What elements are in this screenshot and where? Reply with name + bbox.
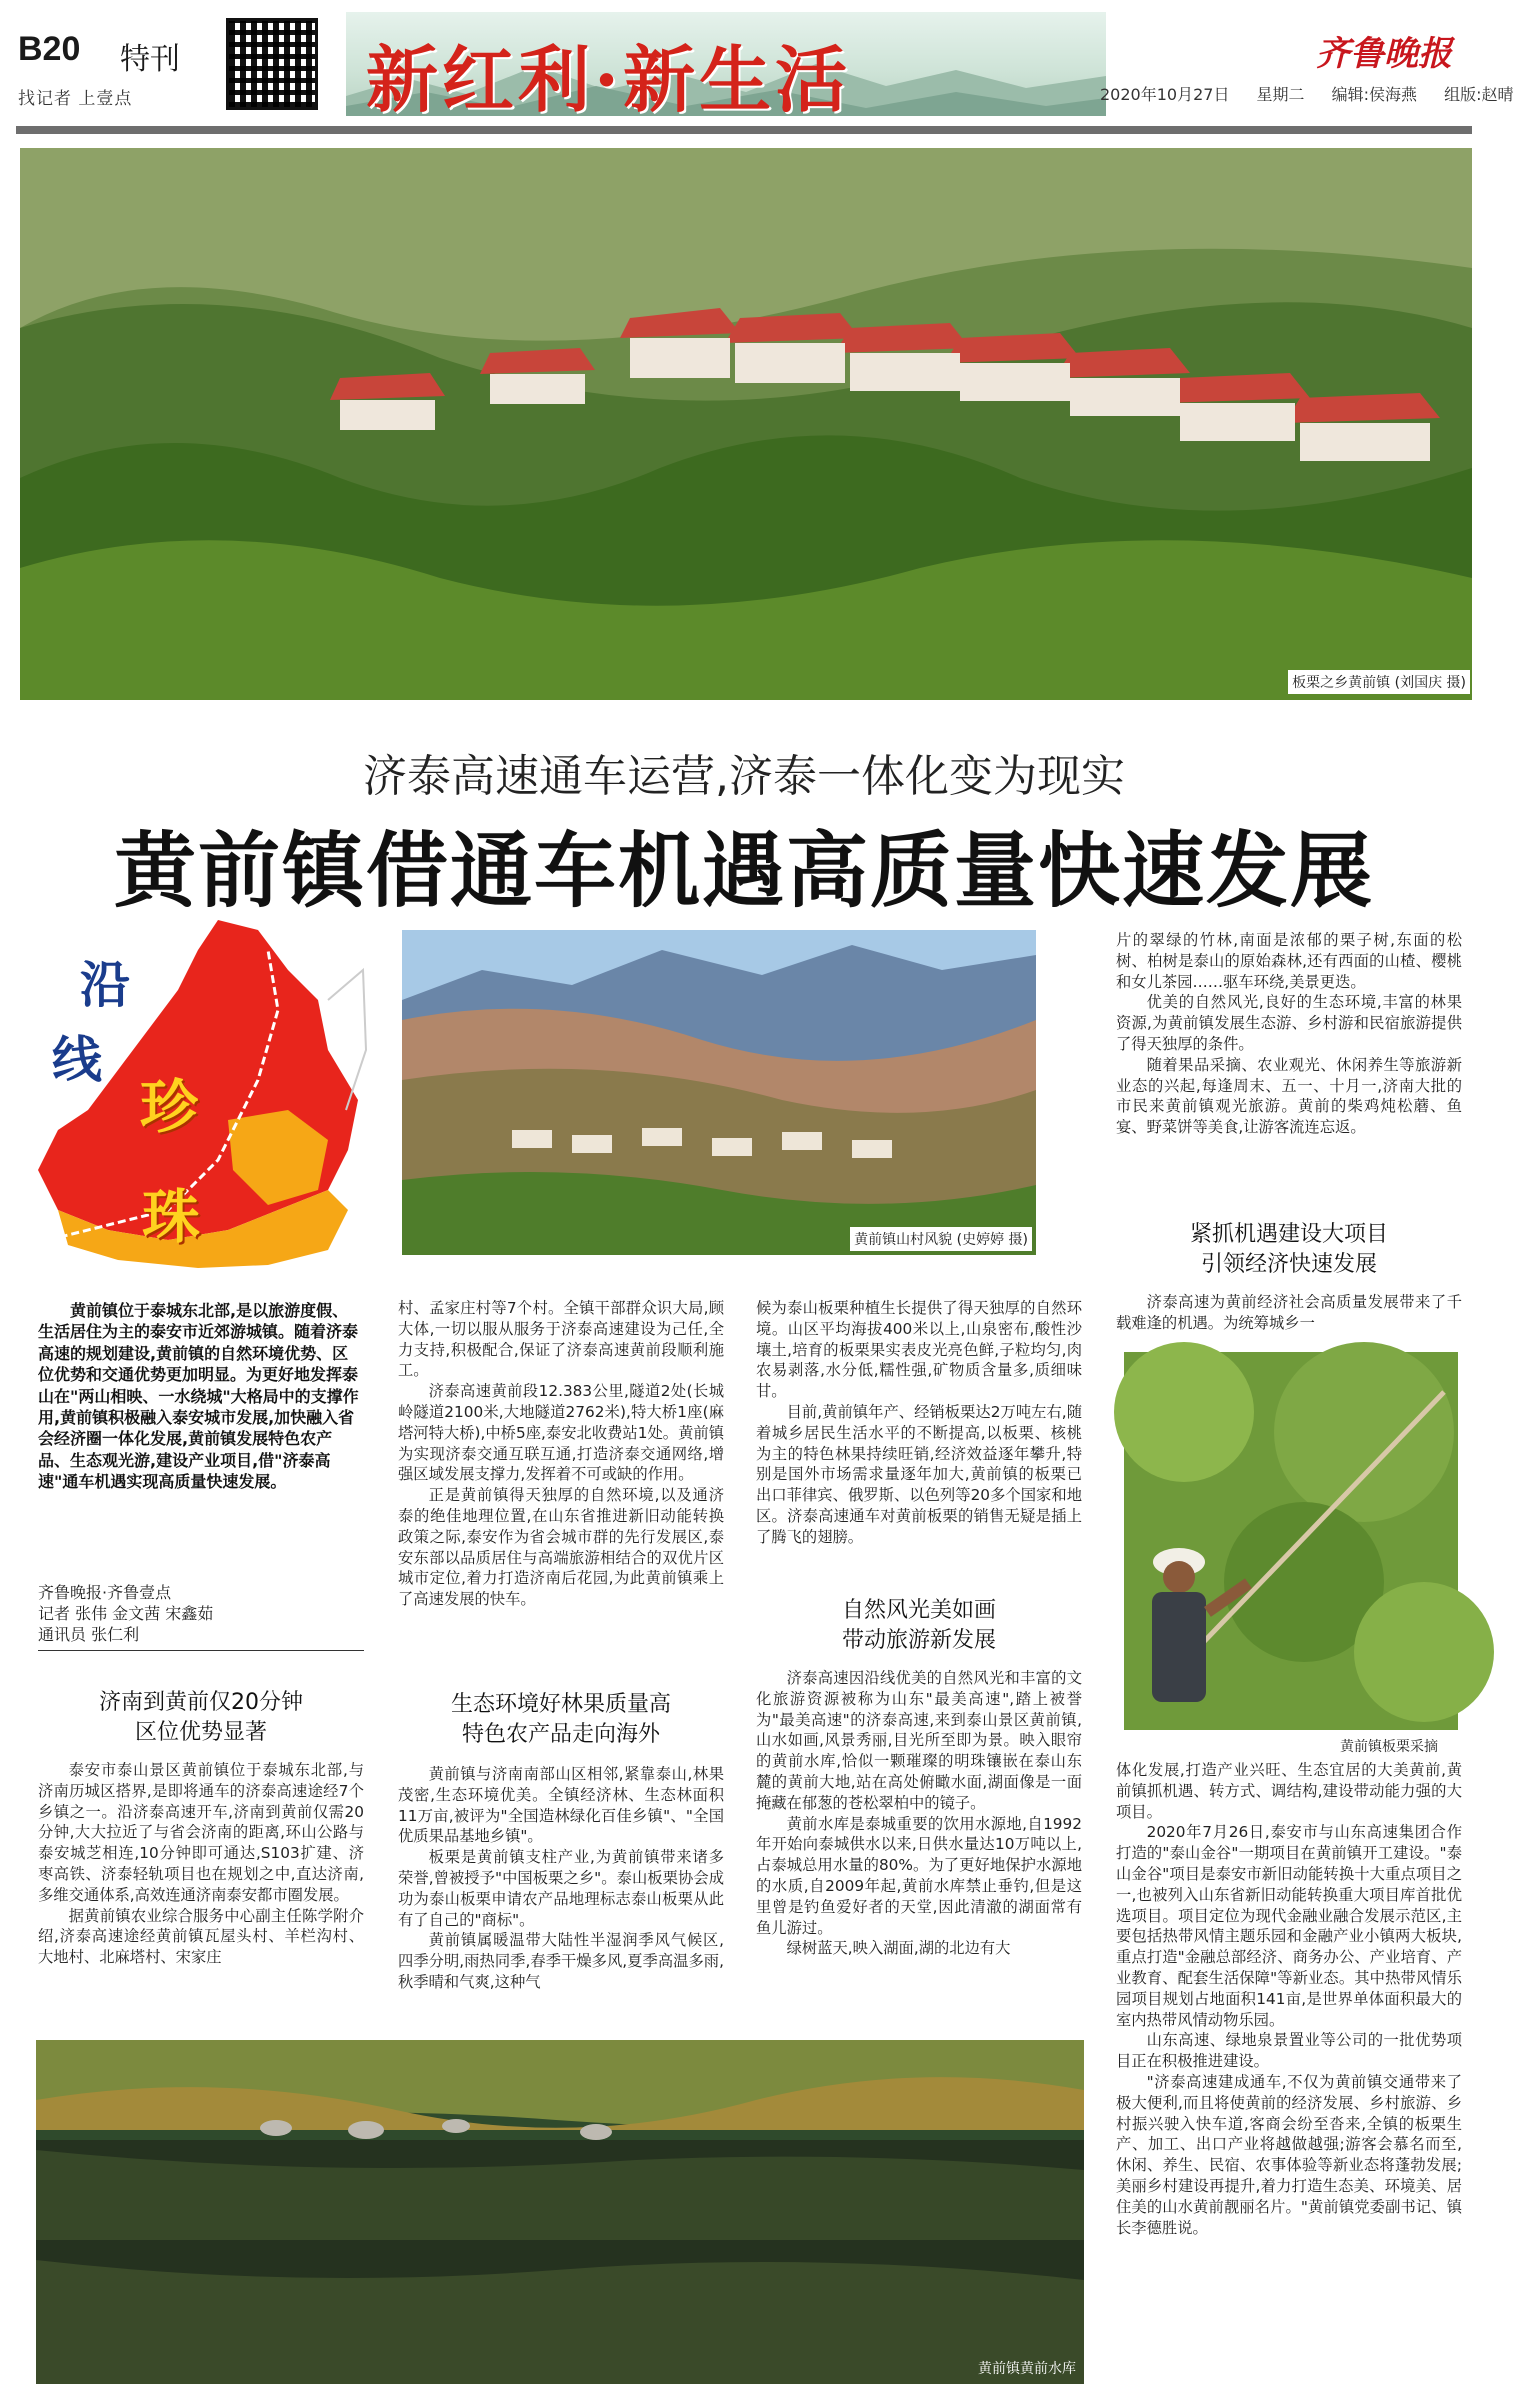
- section-label: 特刊: [120, 42, 180, 77]
- qr-code-icon: [226, 18, 318, 110]
- paragraph: 黄前镇属暖温带大陆性半湿润季风气候区,四季分明,雨热同季,春季干燥多风,夏季高温多雨,秋季晴和气爽,这种气: [398, 1931, 724, 1991]
- map-text-1: 沿: [80, 956, 130, 1014]
- subhead-location-line2: 区位优势显著: [134, 1720, 267, 1745]
- newspaper-masthead: 齐鲁晚报: [1316, 34, 1452, 74]
- column-3-body-b: [756, 1668, 1082, 1959]
- issue-date: 2020年10月27日: [1100, 85, 1230, 104]
- paragraph: 黄前镇与济南南部山区相邻,紧靠泰山,林果茂密,生态环境优美。全镇经济林、生态林面积11万亩,被评为"全国造林绿化百佳乡镇"、"全国优质果品基地乡镇"。: [398, 1765, 724, 1846]
- byline-outlet: 齐鲁晚报·齐鲁壹点: [38, 1583, 172, 1602]
- paragraph: 目前,黄前镇年产、经销板栗达2万吨左右,随着城乡居民生活水平的不断提高,以板栗、核桃为主的特色林果持续旺销,经济效益逐年攀升,特别是国外市场需求量逐年加大,黄前镇的板栗已出口菲律宾、俄罗斯、以色列等20多个国家和地区。济泰高速通车对黄前板栗的销售无疑是插上了腾飞的翅膀。: [756, 1402, 1082, 1546]
- dateline: [1100, 82, 1536, 105]
- subhead-location-line1: 济南到黄前仅20分钟: [99, 1690, 303, 1715]
- paragraph: 2020年7月26日,泰安市与山东高速集团合作打造的"泰山金谷"一期项目在黄前镇开工建设。"泰山金谷"项目是泰安市新旧动能转换十大重点项目之一,也被列入山东省新旧动能转换重大项目库首批优选项目。项目定位为现代金融业融合发展示范区,主要包括热带风情主题乐园和金融产业小镇两大板块,重点打造"金融总部经济、商务办公、产业培育、产业教育、配套生活保障"等新业态。其中热带风情乐园项目规划占地面积141亩,是世界单体面积最大的室内热带风情动物乐园。: [1116, 1823, 1462, 2029]
- subhead-scenery: [756, 1596, 1082, 1656]
- page-number: B20: [18, 30, 81, 68]
- section-slogan: 找记者 上壹点: [18, 89, 133, 109]
- paragraph: 体化发展,打造产业兴旺、生态宜居的大美黄前,黄前镇抓机遇、转方式、调结构,建设带动能力强的大项目。: [1116, 1761, 1462, 1821]
- column-3-body: [756, 1298, 1082, 1548]
- lead-paragraph: 黄前镇位于泰城东北部,是以旅游度假、生活居住为主的泰安市近郊游城镇。随着济泰高速的规划建设,黄前镇的自然环境优势、区位优势和交通优势更加明显。为更好地发挥泰山在"两山相映、一水绕城"大格局中的支撑作用,黄前镇积极融入泰安城市发展,加快融入省会经济圈一体化发展,黄前镇发展特色农产品、生态观光游,建设产业项目,借"济泰高速"通车机遇实现高质量快速发展。: [38, 1301, 359, 1492]
- byline-rule: [38, 1650, 364, 1651]
- map-text-3: 珍: [140, 1073, 199, 1141]
- paragraph: 泰安市泰山景区黄前镇位于泰城东北部,与济南历城区搭界,是即将通车的济泰高速途经7个乡镇之一。沿济泰高速开车,济南到黄前仅需20分钟,大大拉近了与省会济南的距离,环山公路与泰安城芝相连,10分钟即可通达,S103扩建、济枣高铁、济泰轻轨项目也在规划之中,直达济南,多维交通体系,高效连通济南泰安都市圈发展。: [38, 1761, 364, 1904]
- paragraph: 济泰高速为黄前经济社会高质量发展带来了千载难逢的机遇。为统筹城乡一: [1116, 1293, 1462, 1332]
- subhead-location: [38, 1688, 364, 1748]
- village-landscape-image: [20, 148, 1472, 700]
- subhead-scenery-line2: 带动旅游新发展: [841, 1628, 996, 1653]
- paragraph: 济泰高速因沿线优美的自然风光和丰富的文化旅游资源被称为山东"最美高速",踏上被誉为"最美高速"的济泰高速,来到泰山景区黄前镇,山水如画,风景秀丽,目光所至即为景。映入眼帘的黄前水库,恰似一颗璀璨的明珠镶嵌在泰山东麓的黄前大地,站在高处俯瞰水面,湖面像是一面掩藏在郁葱的苍松翠柏中的镜子。: [756, 1669, 1082, 1812]
- byline-reporters: 记者 张伟 金文茜 宋鑫茹: [38, 1604, 214, 1623]
- chestnut-picking-image: [1124, 1352, 1458, 1730]
- paragraph: "济泰高速建成通车,不仅为黄前镇交通带来了极大便利,而且将使黄前的经济发展、乡村旅游、乡村振兴驶入快车道,客商会纷至沓来,全镇的板栗生产、加工、出口产业将越做越强;游客会慕名而至,休闲、养生、民宿、农事体验等新业态将蓬勃发展;美丽乡村建设再提升,着力打造生态美、环境美、居住美的山水黄前靓丽名片。"黄前镇党委副书记、镇长李德胜说。: [1116, 2072, 1462, 2237]
- paragraph: 优美的自然风光,良好的生态环境,丰富的林果资源,为黄前镇发展生态游、乡村游和民宿旅游提供了得天独厚的条件。: [1116, 993, 1462, 1053]
- paragraph: 随着果品采摘、农业观光、休闲养生等旅游新业态的兴起,每逢周末、五一、十月一,济南大批的市民来黄前镇观光旅游。黄前的柴鸡炖松蘑、鱼宴、野菜饼等美食,让游客流连忘返。: [1116, 1055, 1462, 1137]
- right-photo-caption: 黄前镇板栗采摘: [1336, 1734, 1442, 1758]
- subhead-projects: [1116, 1220, 1462, 1280]
- paragraph: 村、孟家庄村等7个村。全镇干部群众识大局,顾大体,一切以服从服务于济泰高速建设为己任,全力支持,积极配合,保证了济泰高速黄前段顺利施工。: [398, 1299, 724, 1380]
- layout-credit: 组版:赵晴: [1444, 85, 1514, 104]
- paragraph: 板栗是黄前镇支柱产业,为黄前镇带来诸多荣誉,曾被授予"中国板栗之乡"。泰山板栗协会成功为泰山板栗申请农产品地理标志泰山板栗从此有了自己的"商标"。: [398, 1848, 724, 1929]
- paragraph: 绿树蓝天,映入湖面,湖的北边有大: [786, 1939, 1011, 1958]
- special-banner: [346, 12, 1106, 122]
- bottom-photo-caption: 黄前镇黄前水库: [978, 2361, 1076, 2377]
- article-lead: [38, 1300, 364, 1493]
- column-4-body-b: [1116, 1292, 1462, 1334]
- paragraph: 山东高速、绿地泉景置业等公司的一批优势项目正在积极推进建设。: [1116, 2031, 1462, 2071]
- top-photo-village: [20, 148, 1472, 700]
- column-4-body-c: [1116, 1760, 1462, 2238]
- article-headline: 黄前镇借通车机遇高质量快速发展: [113, 824, 1374, 919]
- top-photo-caption: 板栗之乡黄前镇 (刘国庆 摄): [1288, 670, 1470, 694]
- subhead-ecology-line1: 生态环境好林果质量高: [450, 1692, 671, 1717]
- mountain-village-image: [402, 930, 1036, 1255]
- reservoir-image: [36, 2040, 1084, 2384]
- map-text-2: 线: [52, 1031, 102, 1089]
- paragraph: 候为泰山板栗种植生长提供了得天独厚的自然环境。山区平均海拔400米以上,山泉密布,酸性沙壤土,培育的板栗果实表皮光亮色鲜,子粒均匀,肉农易剥落,水分低,糯性强,矿物质含量多,质细味甘。: [756, 1299, 1082, 1401]
- bottom-photo-reservoir: [36, 2040, 1084, 2384]
- subhead-ecology: [398, 1690, 724, 1750]
- page-header: [16, 12, 1514, 130]
- column-4-body: [1116, 930, 1462, 1138]
- subhead-ecology-line2: 特色农产品走向海外: [461, 1722, 660, 1747]
- subhead-projects-line2: 引领经济快速发展: [1200, 1252, 1377, 1277]
- column-1-body: [38, 1760, 364, 1968]
- paragraph: 黄前水库是泰城重要的饮用水源地,自1992年开始向泰城供水以来,日供水量达10万吨以上,占泰城总用水量的80%。为了更好地保护水源地的水质,自2009年起,黄前水库禁止垂钓,但是这里曾是钓鱼爱好者的天堂,因此清澈的湖面常有鱼儿游过。: [756, 1814, 1082, 1937]
- column-2-body: [398, 1298, 724, 1610]
- mid-photo-mountain-village: [402, 930, 1036, 1255]
- banner-title: 新红利·新生活: [366, 37, 852, 122]
- mid-photo-caption: 黄前镇山村风貌 (史婷婷 摄): [850, 1227, 1032, 1251]
- editor-credit: 编辑:侯海燕: [1331, 85, 1418, 104]
- right-photo-chestnut-picking: [1124, 1352, 1458, 1730]
- column-2-body-b: [398, 1764, 724, 1993]
- byline-correspondent: 通讯员 张仁利: [38, 1625, 140, 1644]
- paragraph: 正是黄前镇得天独厚的自然环境,以及通济泰的绝佳地理位置,在山东省推进新旧动能转换政策之际,泰安作为省会城市群的先行发展区,泰安东部以品质居住与高端旅游相结合的双优片区城市定位,着力打造济南后花园,为此黄前镇乘上了高速发展的快车。: [398, 1486, 724, 1609]
- subhead-projects-line1: 紧抓机遇建设大项目: [1189, 1222, 1388, 1247]
- paragraph: 据黄前镇农业综合服务中心副主任陈学附介绍,济泰高速途经黄前镇瓦屋头村、羊栏沟村、大地村、北麻塔村、宋家庄: [38, 1906, 364, 1967]
- header-rule: [16, 126, 1472, 134]
- map-text-4: 珠: [142, 1183, 201, 1251]
- paragraph: 济泰高速黄前段12.383公里,隧道2处(长城岭隧道2100米,大地隧道2762米),特大桥1座(麻塔河特大桥),中桥5座,泰安北收费站1处。黄前镇为实现济泰交通互联互通,打造济泰交通网络,增强区域发展支撑力,发挥着不可或缺的作用。: [398, 1382, 724, 1484]
- subhead-scenery-line1: 自然风光美如画: [841, 1598, 996, 1623]
- article-byline: [38, 1582, 364, 1645]
- issue-weekday: 星期二: [1256, 85, 1305, 104]
- article-kicker: 济泰高速通车运营,济泰一体化变为现实: [363, 751, 1125, 802]
- paragraph: 片的翠绿的竹林,南面是浓郁的栗子树,东面的松树、柏树是泰山的原始森林,还有西面的山楂、樱桃和女儿茶园……驱车环绕,美景更迭。: [1116, 931, 1462, 991]
